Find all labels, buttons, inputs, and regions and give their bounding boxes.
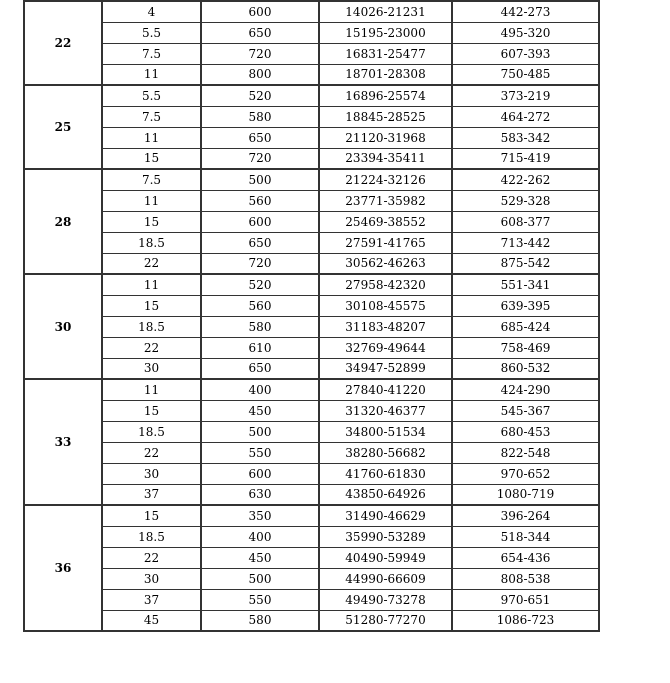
table-row — [24, 463, 599, 484]
table-row — [24, 379, 599, 400]
table-cell: 580 — [201, 316, 319, 337]
table-cell: 560 — [201, 190, 319, 211]
table-cell: 373-219 — [452, 85, 599, 106]
table-cell: 27958-42320 — [319, 274, 452, 295]
table-cell: 7.5 — [102, 106, 201, 127]
table-cell: 45 — [102, 610, 201, 631]
table-cell: 639-395 — [452, 295, 599, 316]
table-cell: 520 — [201, 274, 319, 295]
table-cell: 875-542 — [452, 253, 599, 274]
table-cell: 600 — [201, 463, 319, 484]
table-row — [24, 484, 599, 505]
table-cell: 49490-73278 — [319, 589, 452, 610]
table-cell: 500 — [201, 421, 319, 442]
table-row — [24, 43, 599, 64]
table-cell: 43850-64926 — [319, 484, 452, 505]
table-cell: 610 — [201, 337, 319, 358]
table-cell: 495-320 — [452, 22, 599, 43]
group-label-cell: 28 — [24, 169, 102, 274]
table-cell: 18.5 — [102, 316, 201, 337]
table-cell: 16896-25574 — [319, 85, 452, 106]
table-row — [24, 610, 599, 631]
table-row — [24, 316, 599, 337]
table-cell: 1080-719 — [452, 484, 599, 505]
table-row — [24, 64, 599, 85]
table-row — [24, 148, 599, 169]
table-cell: 15 — [102, 211, 201, 232]
table-cell: 22 — [102, 547, 201, 568]
table-row — [24, 274, 599, 295]
table-cell: 720 — [201, 253, 319, 274]
table-cell: 21224-32126 — [319, 169, 452, 190]
table-cell: 500 — [201, 169, 319, 190]
table-cell: 750-485 — [452, 64, 599, 85]
table-cell: 464-272 — [452, 106, 599, 127]
table-cell: 44990-66609 — [319, 568, 452, 589]
table-cell: 11 — [102, 190, 201, 211]
table-row — [24, 190, 599, 211]
table-cell: 30562-46263 — [319, 253, 452, 274]
table-cell: 560 — [201, 295, 319, 316]
table-cell: 7.5 — [102, 43, 201, 64]
table-cell: 5.5 — [102, 85, 201, 106]
data-table — [23, 0, 600, 632]
table-cell: 545-367 — [452, 400, 599, 421]
table-cell: 15 — [102, 148, 201, 169]
table-cell: 550 — [201, 589, 319, 610]
table-cell: 822-548 — [452, 442, 599, 463]
table-cell: 650 — [201, 127, 319, 148]
table-row — [24, 337, 599, 358]
table-cell: 18.5 — [102, 421, 201, 442]
table-cell: 18845-28525 — [319, 106, 452, 127]
table-cell: 37 — [102, 484, 201, 505]
table-cell: 520 — [201, 85, 319, 106]
table-cell: 37 — [102, 589, 201, 610]
table-cell: 11 — [102, 127, 201, 148]
table-cell: 551-341 — [452, 274, 599, 295]
table-cell: 720 — [201, 148, 319, 169]
table-body — [24, 1, 599, 631]
group-label-cell: 30 — [24, 274, 102, 379]
table-row — [24, 85, 599, 106]
table-cell: 529-328 — [452, 190, 599, 211]
table-cell: 23394-35411 — [319, 148, 452, 169]
table-cell: 18701-28308 — [319, 64, 452, 85]
table-cell: 34800-51534 — [319, 421, 452, 442]
table-row — [24, 1, 599, 22]
table-cell: 860-532 — [452, 358, 599, 379]
table-row — [24, 505, 599, 526]
table-cell: 422-262 — [452, 169, 599, 190]
table-cell: 607-393 — [452, 43, 599, 64]
table-cell: 715-419 — [452, 148, 599, 169]
table-cell: 15 — [102, 505, 201, 526]
table-row — [24, 169, 599, 190]
table-cell: 800 — [201, 64, 319, 85]
group-label-cell: 22 — [24, 1, 102, 85]
table-cell: 4 — [102, 1, 201, 22]
table-row — [24, 568, 599, 589]
table-cell: 30 — [102, 568, 201, 589]
table-cell: 51280-77270 — [319, 610, 452, 631]
table-cell: 16831-25477 — [319, 43, 452, 64]
table-row — [24, 253, 599, 274]
table-cell: 14026-21231 — [319, 1, 452, 22]
table-cell: 35990-53289 — [319, 526, 452, 547]
table-cell: 713-442 — [452, 232, 599, 253]
table-cell: 38280-56682 — [319, 442, 452, 463]
table-cell: 23771-35982 — [319, 190, 452, 211]
table-cell: 1086-723 — [452, 610, 599, 631]
table-cell: 583-342 — [452, 127, 599, 148]
table-cell: 31490-46629 — [319, 505, 452, 526]
table-cell: 396-264 — [452, 505, 599, 526]
table-cell: 350 — [201, 505, 319, 526]
table-cell: 21120-31968 — [319, 127, 452, 148]
table-row — [24, 295, 599, 316]
table-cell: 808-538 — [452, 568, 599, 589]
table-cell: 22 — [102, 442, 201, 463]
table-cell: 450 — [201, 400, 319, 421]
table-cell: 25469-38552 — [319, 211, 452, 232]
table-cell: 30 — [102, 358, 201, 379]
table-row — [24, 211, 599, 232]
table-cell: 442-273 — [452, 1, 599, 22]
table-cell: 18.5 — [102, 526, 201, 547]
table-cell: 32769-49644 — [319, 337, 452, 358]
table-cell: 650 — [201, 22, 319, 43]
table-cell: 5.5 — [102, 22, 201, 43]
table-cell: 11 — [102, 64, 201, 85]
table-cell: 970-651 — [452, 589, 599, 610]
table-cell: 680-453 — [452, 421, 599, 442]
table-cell: 27840-41220 — [319, 379, 452, 400]
table-cell: 40490-59949 — [319, 547, 452, 568]
table-cell: 500 — [201, 568, 319, 589]
table-row — [24, 589, 599, 610]
table-row — [24, 400, 599, 421]
table-cell: 11 — [102, 379, 201, 400]
table-row — [24, 547, 599, 568]
table-row — [24, 22, 599, 43]
table-cell: 600 — [201, 211, 319, 232]
table-cell: 608-377 — [452, 211, 599, 232]
table-cell: 600 — [201, 1, 319, 22]
table-cell: 22 — [102, 253, 201, 274]
table-cell: 15 — [102, 295, 201, 316]
table-row — [24, 127, 599, 148]
table-cell: 518-344 — [452, 526, 599, 547]
table-cell: 30 — [102, 463, 201, 484]
table-cell: 685-424 — [452, 316, 599, 337]
table-cell: 654-436 — [452, 547, 599, 568]
table-row — [24, 526, 599, 547]
table-cell: 22 — [102, 337, 201, 358]
table-cell: 7.5 — [102, 169, 201, 190]
table-cell: 27591-41765 — [319, 232, 452, 253]
table-cell: 30108-45575 — [319, 295, 452, 316]
table-cell: 450 — [201, 547, 319, 568]
table-cell: 650 — [201, 232, 319, 253]
table-cell: 580 — [201, 610, 319, 631]
table-cell: 34947-52899 — [319, 358, 452, 379]
group-label-cell: 25 — [24, 85, 102, 169]
table-cell: 580 — [201, 106, 319, 127]
table-cell: 18.5 — [102, 232, 201, 253]
table-row — [24, 232, 599, 253]
table-cell: 400 — [201, 526, 319, 547]
table-cell: 650 — [201, 358, 319, 379]
table-cell: 31320-46377 — [319, 400, 452, 421]
table-cell: 400 — [201, 379, 319, 400]
table-row — [24, 106, 599, 127]
table-row — [24, 442, 599, 463]
table-cell: 15 — [102, 400, 201, 421]
group-label-cell: 33 — [24, 379, 102, 505]
table-cell: 550 — [201, 442, 319, 463]
table-row — [24, 358, 599, 379]
table-cell: 15195-23000 — [319, 22, 452, 43]
table-cell: 758-469 — [452, 337, 599, 358]
table-cell: 424-290 — [452, 379, 599, 400]
table-row — [24, 421, 599, 442]
table-cell: 720 — [201, 43, 319, 64]
table-cell: 11 — [102, 274, 201, 295]
table-cell: 41760-61830 — [319, 463, 452, 484]
table-cell: 31183-48207 — [319, 316, 452, 337]
table-cell: 970-652 — [452, 463, 599, 484]
group-label-cell: 36 — [24, 505, 102, 631]
table-cell: 630 — [201, 484, 319, 505]
